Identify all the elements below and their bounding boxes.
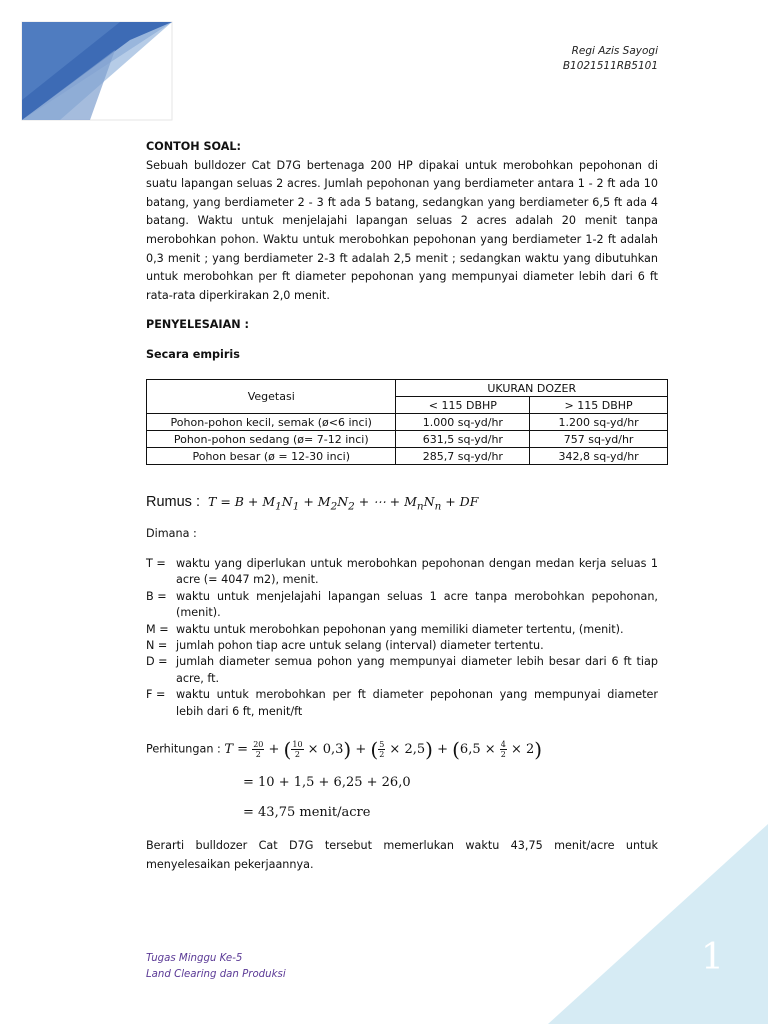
calculation-line-1	[146, 737, 542, 761]
calc-label: Perhitungan :	[146, 742, 221, 756]
dimana-label: Dimana :	[146, 527, 197, 540]
col-vegetasi: Vegetasi	[147, 380, 396, 414]
problem-text: Sebuah bulldozer Cat D7G bertenaga 200 HP dipakai untuk merobohkan pepohonan di suatu lapangan seluas 2 acres. Jumlah pepohonan yang berdiameter antara 1 - 2 ft ada 10 batang, yang berdiameter 2 - 3 ft ada 5 batang, sedangkan yang berdiameter 6,5 ft ada 4 batang. Waktu untuk menjelajahi lapangan seluas 2 acres adalah 20 menit tanpa merobohkan pohon. Waktu untuk merobohkan pepohonan yang berdiameter 1-2 ft adalah 0,3 menit ; yang berdiameter 2-3 ft adalah 2,5 menit ; sedangkan waktu yang dibutuhkan untuk merobohkan per ft diameter pepohonan yang mempunyai diameter lebih dari 6 ft rata-rata diperkirakan 2,0 menit.	[146, 158, 658, 302]
formula-expression: $T = B + M_1N_1 + M_2N_2$ + ⋯ + $M_nN_n$ + DF	[204, 494, 479, 513]
cell-veg: Pohon besar (ø = 12-30 inci)	[147, 448, 396, 465]
list-item: M = waktu untuk merobohkan pepohonan yang memiliki diameter tertentu, (menit).	[146, 622, 624, 636]
cell-b: 1.200 sq-yd/hr	[530, 414, 668, 431]
calculation-line-3: = 43,75 menit/acre	[243, 805, 371, 820]
page-number: 1	[701, 937, 724, 978]
footer-line-2: Land Clearing dan Produksi	[146, 969, 286, 980]
table-row	[147, 448, 668, 465]
cell-veg: Pohon-pohon kecil, semak (ø<6 inci)	[147, 414, 396, 431]
col-gt-115: > 115 DBHP	[530, 397, 668, 414]
calculation-line-2: = 10 + 1,5 + 6,25 + 26,0	[243, 775, 411, 790]
cell-veg: Pohon-pohon sedang (ø= 7-12 inci)	[147, 431, 396, 448]
list-item: T = waktu yang diperlukan untuk merobohkan pepohonan dengan medan kerja seluas 1 acre (= 4047 m2), menit.	[146, 557, 658, 587]
col-lt-115: < 115 DBHP	[396, 397, 530, 414]
calc-expression: T = $\frac{20}{2}$ + ( $\frac{10}{2}$ × 0,3) + ( $\frac{5}{2}$ × 2,5) + (6,5 × $\frac{4}{2}$ × 2)	[224, 737, 543, 761]
definitions-list	[146, 556, 658, 720]
author-block	[563, 44, 658, 74]
problem-section	[146, 138, 658, 305]
author-name: Regi Azis Sayogi	[571, 45, 658, 57]
conclusion-text: Berarti bulldozer Cat D7G tersebut memerlukan waktu 43,75 menit/acre untuk menyelesaikan pekerjaannya.	[146, 839, 658, 871]
author-id: B1021511RB5101	[562, 60, 658, 72]
footer	[146, 951, 286, 983]
formula-label: Rumus :	[146, 494, 200, 510]
cell-a: 1.000 sq-yd/hr	[396, 414, 530, 431]
table-row	[147, 431, 668, 448]
table-row	[147, 414, 668, 431]
vegetation-table	[146, 379, 668, 465]
list-item: D = jumlah diameter semua pohon yang mempunyai diameter lebih besar dari 6 ft tiap acre, ft.	[146, 655, 658, 685]
list-item: B = waktu untuk menjelajahi lapangan seluas 1 acre tanpa merobohkan pepohonan, (menit).	[146, 589, 658, 620]
cell-b: 757 sq-yd/hr	[530, 431, 668, 448]
cell-a: 631,5 sq-yd/hr	[396, 431, 530, 448]
cell-a: 285,7 sq-yd/hr	[396, 448, 530, 465]
method-heading: Secara empiris	[146, 348, 240, 361]
footer-line-1: Tugas Minggu Ke-5	[146, 953, 243, 964]
formula	[146, 494, 478, 513]
list-item: F = waktu untuk merobohkan per ft diameter pepohonan yang mempunyai diameter lebih dari 6 ft, menit/ft	[146, 688, 658, 718]
col-ukuran-dozer: UKURAN DOZER	[396, 380, 668, 397]
corner-decoration	[0, 0, 180, 125]
cell-b: 342,8 sq-yd/hr	[530, 448, 668, 465]
list-item: N = jumlah pohon tiap acre untuk selang (interval) diameter tertentu.	[146, 639, 544, 653]
solution-heading: PENYELESAIAN :	[146, 318, 249, 331]
problem-heading: CONTOH SOAL:	[146, 140, 242, 153]
